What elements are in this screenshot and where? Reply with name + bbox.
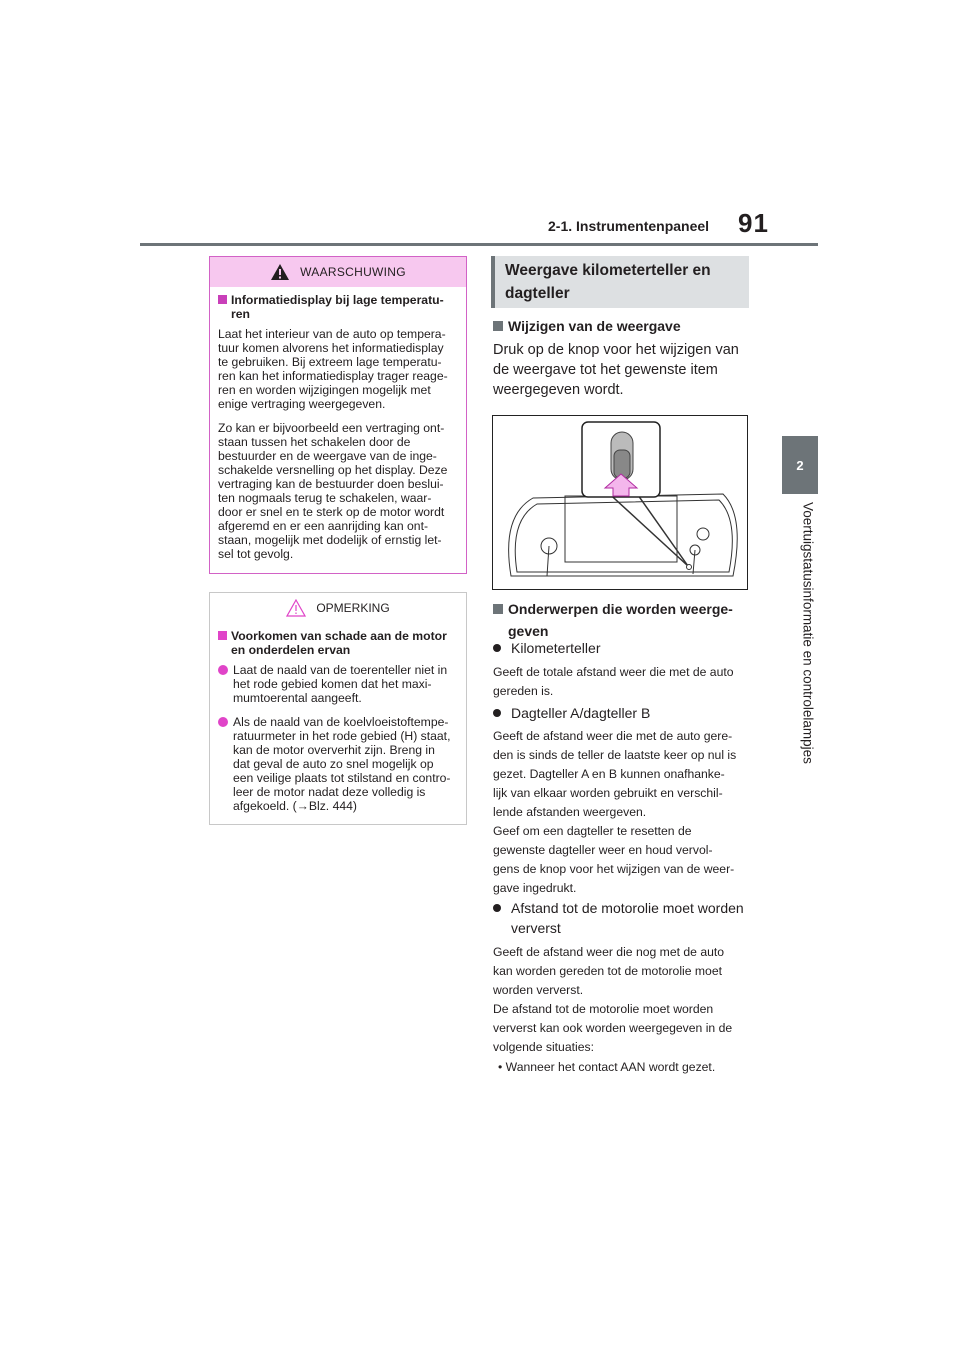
note-box bbox=[209, 592, 467, 825]
warning-box bbox=[209, 256, 467, 574]
sub-bullet-item: • Wanneer het contact AAN wordt gezet. bbox=[498, 1060, 716, 1074]
subheading-change-display bbox=[493, 318, 681, 334]
bullet-text: Geeft de afstand weer die met de auto gere- den is sinds de teller de laatste keer op nul is gezet. Dagteller A en B kunnen onafhanke- lijk van elkaar worden gebruikt en verschil- lende afstanden weergeven. bbox=[493, 729, 737, 819]
page-number: 91 bbox=[738, 208, 769, 238]
note-item-text: Laat de naald van de toerenteller niet in het rode gebied komen dat het maxi- mumtoerental aangeeft. bbox=[233, 663, 448, 705]
square-bullet-icon bbox=[493, 321, 503, 331]
square-bullet-icon bbox=[218, 631, 227, 640]
warning-paragraph: Zo kan er bijvoorbeeld een vertraging ont- staan tussen het schakelen door de bestuurder en de weergave van de inge- schakelde versnelling op het display. Deze vertraging kan de bestuurder doen beslui- ten nogmaals terug te schakelen, waar- door er snel en te sterk op de motor wordt afgeremd en er een aanrijding kan ont- staan, mogelijk met dodelijk of ernstig let- sel tot gevolg. bbox=[218, 421, 448, 561]
bullet-title: Dagteller A/dagteller B bbox=[511, 705, 651, 721]
round-bullet-icon bbox=[493, 709, 501, 717]
square-bullet-icon bbox=[493, 604, 503, 614]
bullet-tripmeter bbox=[493, 703, 650, 723]
subheading-text: Onderwerpen die worden weerge- geven bbox=[508, 601, 733, 639]
subheading-display-items bbox=[493, 598, 733, 642]
round-bullet-icon bbox=[218, 665, 228, 675]
bullet-text: Geeft de totale afstand weer die met de auto gereden is. bbox=[493, 665, 734, 698]
bullet-text: De afstand tot de motorolie moet worden ververst kan ook worden weergegeven in de volgende situaties: bbox=[493, 1002, 733, 1054]
note-item-text: Als de naald van de koelvloeistoftempe- ratuurmeter in het rode gebied (H) staat, kan de motor oververhit zijn. Breng in dat geval de auto zo snel mogelijk op een veilige plaats tot stilstand en contro- leer de motor nadat deze volledig is afgekoeld. (→Blz. 444) bbox=[233, 715, 451, 813]
note-title: OPMERKING bbox=[316, 601, 390, 615]
chapter-tab: 2 bbox=[782, 436, 818, 494]
bullet-oil-distance bbox=[493, 898, 744, 938]
warning-title: WAARSCHUWING bbox=[300, 265, 406, 279]
warning-header bbox=[210, 257, 466, 287]
note-item bbox=[218, 715, 458, 813]
section-label: 2-1. Instrumentenpaneel bbox=[548, 218, 710, 234]
warning-subheading-text: Informatiedisplay bij lage temperatu- ren bbox=[231, 293, 444, 321]
note-subheading-text: Voorkomen van schade aan de motor en onderdelen ervan bbox=[231, 629, 447, 657]
note-header bbox=[210, 593, 466, 623]
bullet-text: Geef om een dagteller te resetten de gewenste dagteller weer en houd vervol- gens de knop voor het wijzigen van de weer- gave ingedrukt. bbox=[493, 824, 735, 895]
subheading-text: Wijzigen van de weergave bbox=[508, 318, 681, 334]
warning-triangle-icon bbox=[270, 263, 290, 281]
note-item bbox=[218, 663, 458, 705]
cluster-drawing bbox=[493, 416, 747, 589]
instrument-cluster-illustration bbox=[492, 415, 748, 590]
bullet-text: Geeft de afstand weer die nog met de auto kan worden gereden tot de motorolie moet worden ververst. bbox=[493, 945, 725, 997]
bullet-odometer bbox=[493, 638, 600, 658]
caution-triangle-icon bbox=[286, 599, 306, 617]
section-heading: Weergave kilometerteller en dagteller bbox=[491, 256, 749, 308]
note-subheading bbox=[218, 629, 458, 657]
bullet-title: Afstand tot de motorolie moet worden ververst bbox=[511, 900, 744, 936]
round-bullet-icon bbox=[493, 644, 501, 652]
square-bullet-icon bbox=[218, 295, 227, 304]
instruction-text: Druk op de knop voor het wijzigen van de weergave tot het gewenste item weergegeven wordt. bbox=[493, 342, 739, 398]
round-bullet-icon bbox=[493, 904, 501, 912]
header-rule bbox=[140, 243, 818, 246]
warning-paragraph: Laat het interieur van de auto op tempera- tuur komen alvorens het informatiedisplay te gebruiken. Bij extreem lage temperatu- ren kan het informatiedisplay trager reage- ren en worden wijzigingen mogelijk met enige vertraging weergegeven. bbox=[218, 327, 448, 411]
bullet-title: Kilometerteller bbox=[511, 640, 601, 656]
warning-subheading bbox=[218, 293, 458, 321]
chapter-title: Voertuigstatusinformatie en controlelampjes bbox=[800, 502, 816, 764]
round-bullet-icon bbox=[218, 717, 228, 727]
